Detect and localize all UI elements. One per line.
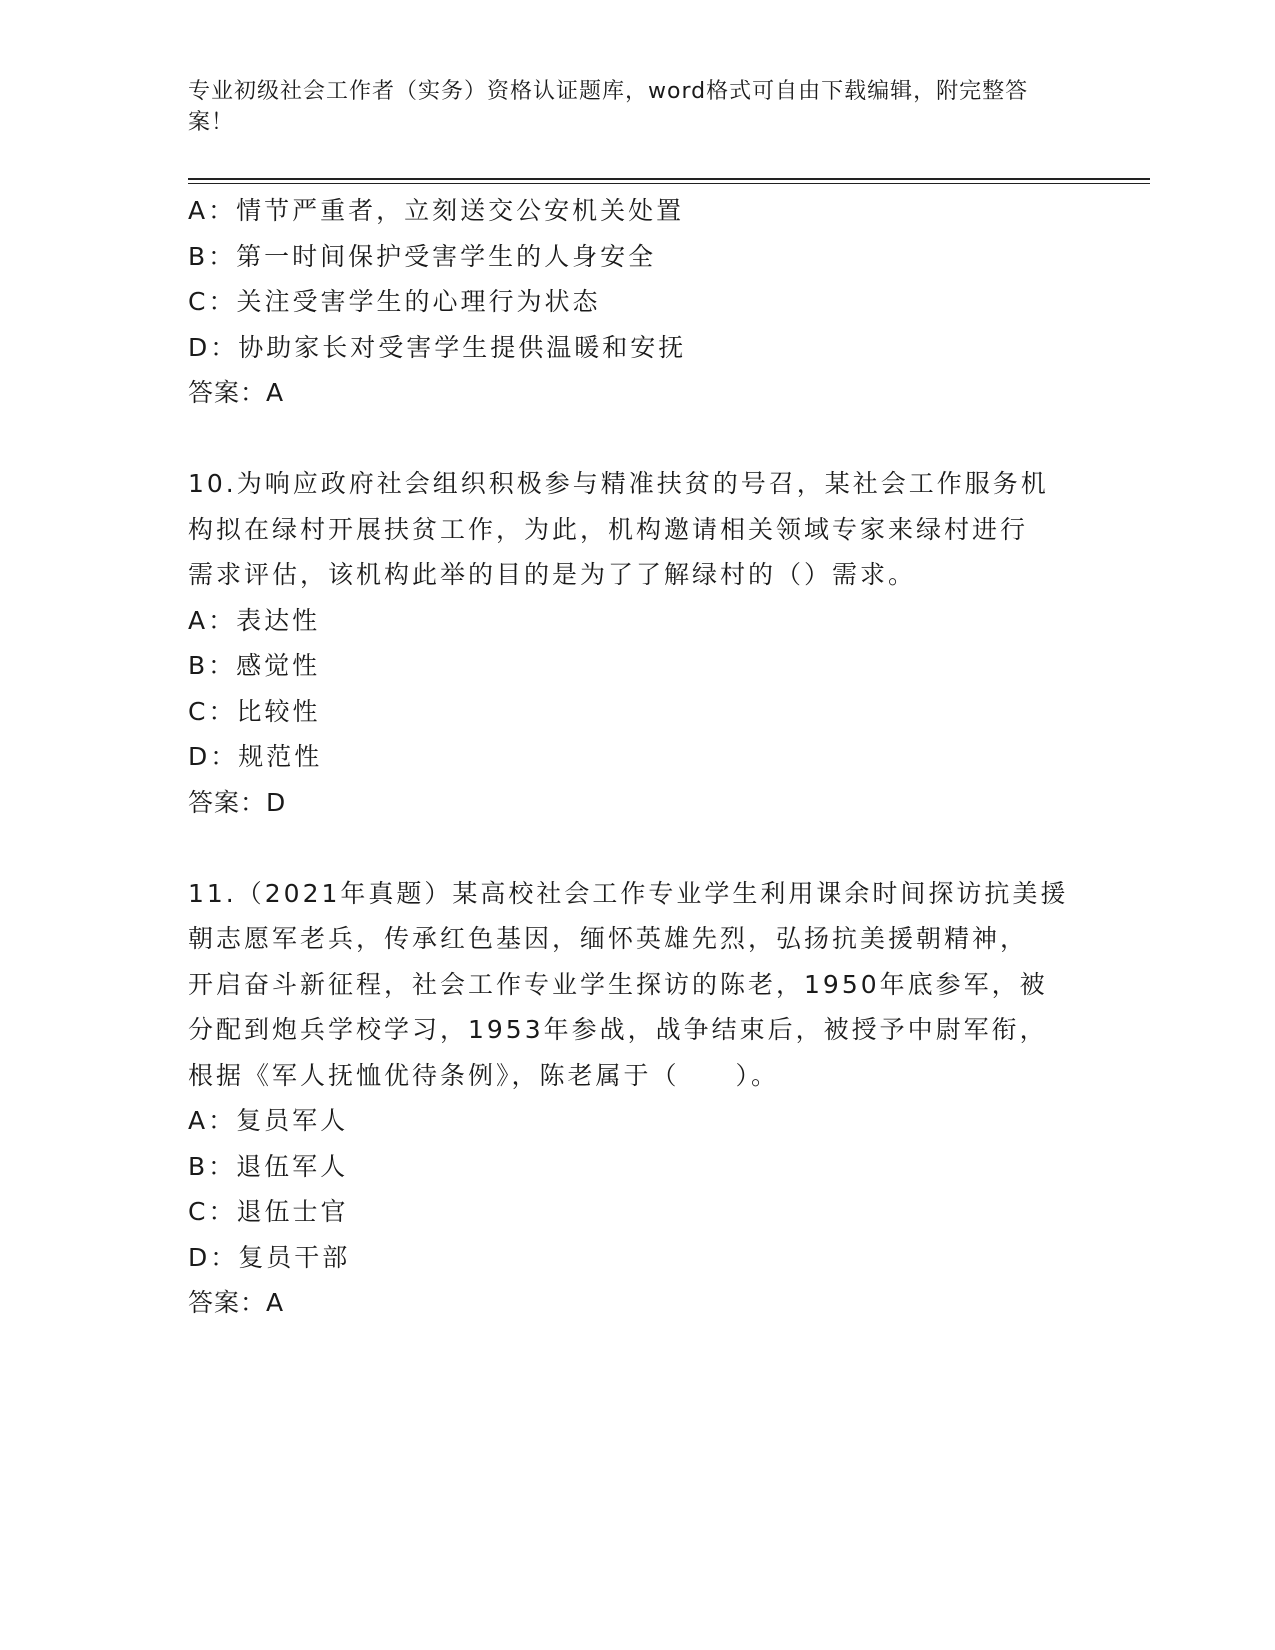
option-a: A：情节严重者，立刻送交公安机关处置 [188, 196, 685, 225]
question-9 [188, 188, 1088, 416]
question-10 [188, 461, 1088, 825]
question-stem-line: 10.为响应政府社会组织积极参与精准扶贫的号召，某社会工作服务机 [188, 469, 1049, 498]
option-b: B：退伍军人 [188, 1151, 349, 1181]
question-stem-line: 需求评估，该机构此举的目的是为了了解绿村的（）需求。 [188, 560, 917, 589]
answer-line: 答案：A [188, 378, 285, 407]
answer-line: 答案：D [188, 787, 287, 817]
spacer [188, 825, 1088, 871]
question-stem-line: 构拟在绿村开展扶贫工作，为此，机构邀请相关领域专家来绿村进行 [188, 514, 1029, 544]
question-stem-line: 11.（2021年真题）某高校社会工作专业学生利用课余时间探访抗美援 [188, 878, 1069, 908]
answer-line: 答案：A [188, 1288, 285, 1317]
option-b: B：感觉性 [188, 651, 321, 680]
question-stem-line: 根据《军人抚恤优待条例》，陈老属于（ ）。 [188, 1060, 780, 1090]
option-d: D：协助家长对受害学生提供温暖和安抚 [188, 332, 687, 362]
header-divider-thick [188, 178, 1150, 180]
option-c: C：比较性 [188, 696, 321, 726]
question-11 [188, 871, 1088, 1326]
question-stem-line: 开启奋斗新征程，社会工作专业学生探访的陈老，1950年底参军，被 [188, 969, 1048, 999]
option-c: C：关注受害学生的心理行为状态 [188, 287, 601, 316]
option-a: A：复员军人 [188, 1106, 349, 1135]
document-header: 专业初级社会工作者（实务）资格认证题库，word格式可自由下载编辑，附完整答案！ [188, 79, 1029, 135]
question-stem-line: 分配到炮兵学校学习，1953年参战，战争结束后，被授予中尉军衔， [188, 1015, 1048, 1044]
option-d: D：复员干部 [188, 1242, 351, 1272]
header-divider-thin [188, 183, 1150, 184]
question-list [188, 188, 1088, 1326]
option-c: C：退伍士官 [188, 1197, 349, 1226]
spacer [188, 416, 1088, 462]
option-d: D：规范性 [188, 742, 323, 771]
option-a: A：表达性 [188, 605, 321, 635]
option-b: B：第一时间保护受害学生的人身安全 [188, 241, 657, 271]
question-stem-line: 朝志愿军老兵，传承红色基因，缅怀英雄先烈，弘扬抗美援朝精神， [188, 924, 1029, 953]
